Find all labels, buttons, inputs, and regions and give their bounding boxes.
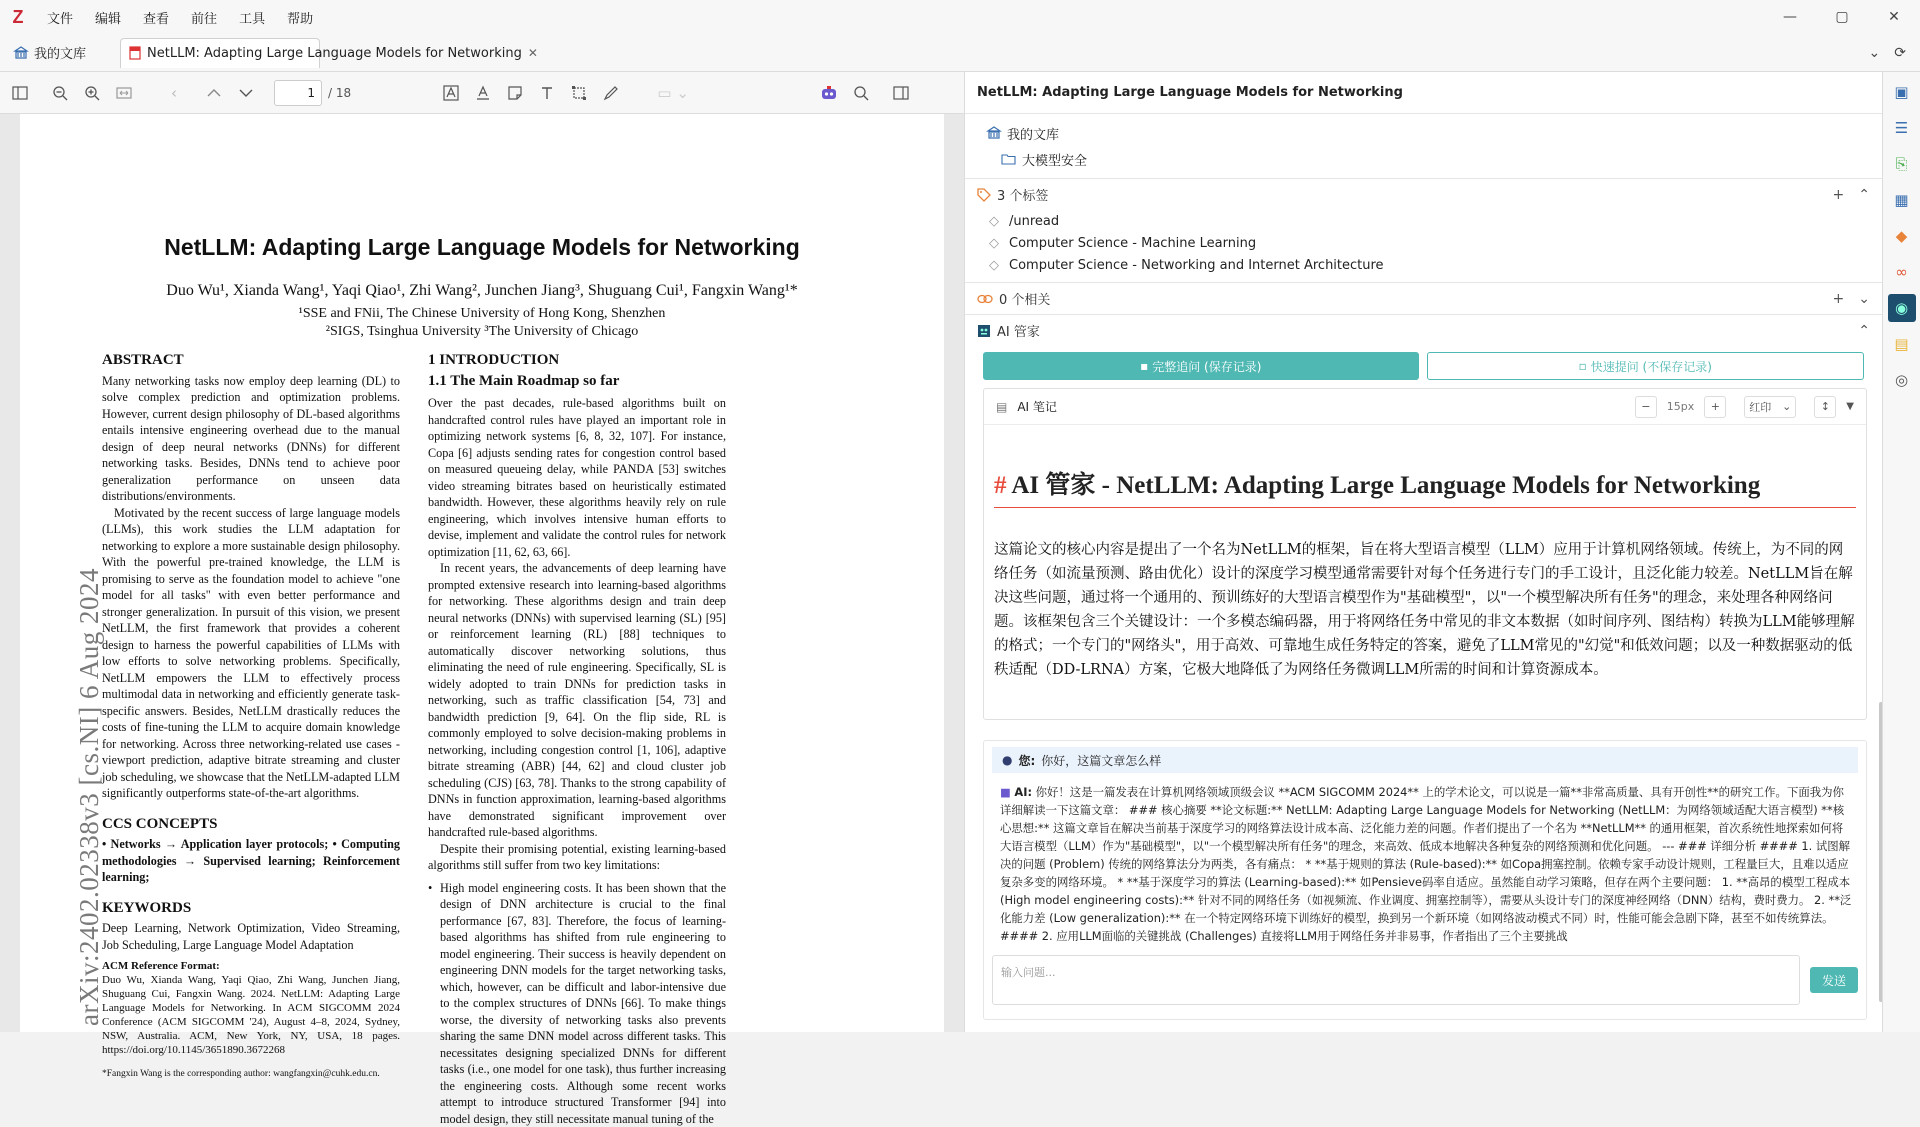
tag-icon[interactable]: ◆: [1888, 222, 1916, 250]
user-message-text: 你好，这篇文章怎么样: [1041, 752, 1161, 769]
question-input[interactable]: 输入问题...: [992, 955, 1800, 1005]
ai-note-header: [984, 389, 1866, 425]
arxiv-watermark: arXiv:2402.02338v3 [cs.NI] 6 Aug 2024: [38, 434, 122, 1034]
ai-butler-icon: [977, 324, 991, 338]
tag-label: /unread: [1009, 214, 1059, 229]
collection-root-label: 我的文库: [1007, 124, 1059, 143]
menu-view[interactable]: 查看: [132, 8, 180, 27]
sidebar-toggle-icon[interactable]: [4, 77, 36, 109]
fit-width-icon[interactable]: [108, 77, 140, 109]
note-heading-text: AI 管家 - NetLLM: Adapting Large Language Models for Networking: [1011, 472, 1760, 499]
pdf-icon: [129, 46, 141, 60]
related-icon[interactable]: ∞: [1888, 258, 1916, 286]
tab-document-title: NetLLM: Adapting Large Language Models for Networking: [147, 46, 522, 61]
menu-go[interactable]: 前往: [180, 8, 228, 27]
tag-label: Computer Science - Networking and Internet Architecture: [1009, 258, 1384, 273]
intro-bullet-1: • High model engineering costs. It has been shown that the design of DNN architecture is crucial to the final performance [67, 83]. Therefore, the focus of learning-based algorithms has shifted from rule engineering to model engineering. Their success is heavily dependent on engineering DNN models for the target networking tasks, which, however, can be difficult and labor-intensive due to the complex structures of DNNs [66]. To make things worse, the diversity of networking tasks also prevents sharing the same DNN model across different tasks. This necessitates designing specialized DNNs for different tasks (i.e., one model for one task), thus further increasing the engineering costs. Although some recent works attempt to introduce structured Transformer [94] into model design, they still necessitate manual tuning of the: [428, 880, 726, 1127]
underline-text-icon[interactable]: [467, 77, 499, 109]
zoom-out-icon[interactable]: [44, 77, 76, 109]
tab-bar: [0, 34, 1920, 72]
intro-subheading: 1.1 The Main Roadmap so far: [428, 373, 726, 390]
related-section-header[interactable]: [965, 282, 1882, 314]
abstract-para-1: Many networking tasks now employ deep learning (DL) to solve complex prediction and optimization problems. However, current design philosophy of DL-based algorithms entails intensive engineering overhead due to the manual design of deep neural networks (DNNs) for different networking tasks. Besides, DNNs tend to achieve poor generalization performance on unseen data distributions/environments.: [102, 373, 400, 505]
add-tag-icon[interactable]: +: [1833, 187, 1845, 203]
ai-butler-icon[interactable]: ◉: [1888, 294, 1916, 322]
full-ask-button[interactable]: [983, 352, 1419, 380]
page-number-input[interactable]: 1: [274, 80, 322, 106]
pdf-viewer[interactable]: [0, 114, 964, 1032]
area-select-icon[interactable]: [563, 77, 595, 109]
abstract-heading: ABSTRACT: [102, 352, 400, 369]
add-related-icon[interactable]: +: [1833, 291, 1845, 307]
collapse-icon[interactable]: ⌃: [1858, 187, 1870, 203]
tag-icon: ◇: [989, 236, 999, 251]
previous-page-icon[interactable]: [198, 77, 230, 109]
pdf-page: [20, 114, 944, 1032]
library-icon: [14, 46, 28, 60]
dropdown-icon[interactable]: ▼: [1846, 401, 1854, 412]
note-icon: ▤: [996, 400, 1007, 414]
ai-label: AI:: [1014, 785, 1032, 799]
heading-hash: #: [994, 472, 1007, 499]
library-collections-icon[interactable]: ▦: [1888, 186, 1916, 214]
chat-icon: ▫: [1579, 359, 1587, 373]
search-icon[interactable]: [845, 77, 877, 109]
text-annotation-icon[interactable]: [531, 77, 563, 109]
intro-para-2: In recent years, the advancements of deep learning have prompted extensive research into learning-based algorithms for networking. These algorithms design and train deep neural networks (DNNs) with supervised learning (SL) [95] or reinforcement learning (RL) [88] techniques to automatically discover networking solutions, thus eliminating the need of rule engineering. Specifically, SL is widely adopted to train DNNs for prediction tasks in networking, such as traffic classification [54, 73] and bandwidth prediction [9, 64]. On the flip side, RL is commonly employed to solve decision-making problems in networking, including congestion control [1, 106], adaptive bitrate streaming (ABR) [44, 62] and cloud cluster job scheduling (CJS) [63, 78]. Thanks to the strong capability of DNNs in function approximation, learning-based algorithms have demonstrated significant improvement over handcrafted rule-based algorithms.: [428, 560, 726, 841]
chat-icon: ▪: [1140, 359, 1148, 373]
font-decrease-button[interactable]: −: [1635, 396, 1657, 418]
close-window-button[interactable]: ✕: [1868, 0, 1920, 34]
ai-section-header[interactable]: [965, 314, 1882, 346]
side-rail: [1882, 72, 1920, 1032]
ai-note-content: [984, 425, 1866, 682]
page-total: / 18: [328, 86, 351, 100]
notes-icon[interactable]: ▤: [1888, 330, 1916, 358]
ai-message: [984, 773, 1866, 933]
intro-para-1: Over the past decades, rule-based algorithms built on handcrafted control rules have played an important role in optimizing network systems [6, 8, 32, 107]. For instance, Copa [6] adjusts sending rates for congestion control based on measured queueing delay, while PANDA [53] switches video streaming bitrates based on heuristically estimated bandwidth. However, these algorithms heavily rely on rule engineering, which involves intensive human efforts to devise, implement and validate the control rules for network optimization [11, 62, 63, 66].: [428, 395, 726, 560]
tag-label: Computer Science - Machine Learning: [1009, 236, 1256, 251]
note-paragraph: 这篇论文的核心内容是提出了一个名为NetLLM的框架，旨在将大型语言模型（LLM）应用于计算机网络领域。传统上，为不同的网络任务（如流量预测、路由优化）设计的深度学习模型通常需要针对每个任务进行专门的手工设计，且泛化能力较差。NetLLM旨在解决这些问题，通过将一个通用的、预训练好的大型语言模型作为"基础模型"，以"一个模型解决所有任务"的理念，来处理各种网络问题。该框架包含三个关键设计：一个多模态编码器，用于将网络任务中常见的非文本数据（如时间序列、图结构）转换为LLM能够理解的格式；一个专门的"网络头"，用于高效、可靠地生成任务特定的答案，避免了LLM常见的"幻觉"和低效问题；以及一种数据驱动的低秩适配（DD-LRNA）方案，它极大地降低了为网络任务微调LLM所需的时间和计算资源成本。: [994, 538, 1856, 682]
tag-item[interactable]: [965, 210, 1882, 232]
paper-authors: Duo Wu¹, Xianda Wang¹, Yaqi Qiao¹, Zhi Wang², Junchen Jiang³, Shuguang Cui¹, Fangxin Wang¹*: [20, 282, 944, 300]
acm-ref-heading: ACM Reference Format:: [102, 959, 400, 973]
color-select-value: 红印: [1749, 399, 1771, 415]
note-heading: [994, 465, 1856, 508]
abstract-icon[interactable]: ☰: [1888, 114, 1916, 142]
tag-item[interactable]: [965, 232, 1882, 254]
attachment-icon[interactable]: ⎘: [1888, 150, 1916, 178]
chat-area: [983, 740, 1867, 1020]
menu-help[interactable]: 帮助: [276, 8, 324, 27]
ai-assistant-icon[interactable]: [813, 77, 845, 109]
tag-item[interactable]: [965, 254, 1882, 276]
library-icon: [987, 126, 1001, 140]
keywords-heading: KEYWORDS: [102, 900, 400, 917]
tags-section-header[interactable]: [965, 178, 1882, 210]
ai-note-box: [983, 388, 1867, 720]
tab-library-label: 我的文库: [34, 43, 86, 62]
color-select[interactable]: [1744, 396, 1796, 418]
menu-bar: [0, 0, 1920, 34]
tag-icon: ◇: [989, 214, 999, 229]
menu-tools[interactable]: 工具: [228, 8, 276, 27]
color-picker-icon[interactable]: ▭ ⌄: [653, 77, 693, 109]
collection-child-label: 大模型安全: [1022, 150, 1087, 169]
zoom-in-icon[interactable]: [76, 77, 108, 109]
context-pane-toggle-icon[interactable]: [885, 77, 917, 109]
user-label: 您:: [1018, 752, 1035, 769]
footnote: *Fangxin Wang is the corresponding author: wangfangxin@cuhk.edu.cn.: [102, 1067, 400, 1081]
intro-bullets: [428, 880, 726, 1127]
intro-para-3: Despite their promising potential, existing learning-based algorithms still suffer from two key limitations:: [428, 841, 726, 874]
tab-document[interactable]: [120, 38, 320, 68]
collection-child[interactable]: [987, 146, 1882, 172]
right-column: [428, 352, 726, 1127]
intro-heading: 1 INTRODUCTION: [428, 352, 726, 369]
info-icon[interactable]: ▣: [1888, 78, 1916, 106]
tags-list: [965, 210, 1882, 282]
related-count: 0 个相关: [999, 289, 1833, 308]
ccs-heading: CCS CONCEPTS: [102, 816, 400, 833]
menu-edit[interactable]: 编辑: [84, 8, 132, 27]
close-tab-icon[interactable]: ✕: [528, 46, 538, 60]
user-message: [992, 747, 1858, 773]
ccs-concepts: • Networks → Application layer protocols; • Computing methodologies → Supervised learning; Reinforcement learning;: [102, 836, 400, 886]
abstract-para-2: Motivated by the recent success of large language models (LLMs), this work studies the LLM adaptation for networking to explore a more sustainable design philosophy. With the powerful pre-trained knowledge, the LLM is promising to serve as the foundation model to achieve "one model for all tasks" with even better performance and stronger generalization. In pursuit of this vision, we present NetLLM, the first framework that provides a coherent design to harness the powerful capabilities of LLMs with low efforts to solve networking problems. Specifically, NetLLM empowers the LLM to effectively process multimodal data in networking and efficiently generate task-specific answers. Besides, NetLLM drastically reduces the costs of fine-tuning the LLM to acquire domain knowledge for networking. Across three networking-related use cases - viewport prediction, adaptive bitrate streaming and cluster job scheduling, we showcase that the NetLLM-adapted LLM significantly outperforms state-of-the-art algorithms.: [102, 505, 400, 802]
paper-title: NetLLM: Adapting Large Language Models for Networking: [20, 234, 944, 261]
reader-toolbar: [0, 72, 964, 114]
highlight-text-icon[interactable]: [435, 77, 467, 109]
zotero-logo: Z: [0, 7, 36, 28]
paper-affiliation-2: ²SIGS, Tsinghua University ³The University of Chicago: [20, 324, 944, 340]
ai-action-buttons: [965, 346, 1882, 386]
folder-icon: [1001, 153, 1016, 165]
expand-icon[interactable]: ⌄: [1858, 291, 1870, 307]
restore-button[interactable]: ▢: [1816, 0, 1868, 34]
draw-icon[interactable]: [595, 77, 627, 109]
chevron-down-icon: ⌄: [1782, 400, 1791, 413]
collapse-icon[interactable]: ⌃: [1858, 323, 1870, 339]
menu-file[interactable]: 文件: [36, 8, 84, 27]
chevron-down-icon[interactable]: ⌄: [1869, 45, 1881, 61]
item-pane: [964, 72, 1882, 1032]
locate-icon[interactable]: ◎: [1888, 366, 1916, 394]
item-title: NetLLM: Adapting Large Language Models for Networking: [965, 72, 1882, 114]
paper-affiliation-1: ¹SSE and FNii, The Chinese University of Hong Kong, Shenzhen: [20, 306, 944, 322]
ai-avatar-icon: ■: [1000, 785, 1011, 799]
sync-icon[interactable]: ⟳: [1894, 45, 1906, 61]
minimize-button[interactable]: —: [1764, 0, 1816, 34]
user-icon: ●: [1002, 753, 1012, 767]
quick-ask-button[interactable]: [1427, 352, 1865, 380]
full-ask-label: 完整追问 (保存记录): [1152, 358, 1261, 375]
resize-icon[interactable]: ↕: [1814, 396, 1836, 418]
acm-ref-text: Duo Wu, Xianda Wang, Yaqi Qiao, Zhi Wang, Junchen Jiang, Shuguang Cui, Fangxin Wang. 2024. NetLLM: Adapting Large Language Models for Networking. In ACM SIGCOMM 2024 Conference (ACM SIGCOMM '24), August 4–8, 2024, Sydney, NSW, Australia. ACM, New York, NY, USA, 18 pages. https://doi.org/10.1145/3651890.3672268: [102, 973, 400, 1057]
note-annotation-icon[interactable]: [499, 77, 531, 109]
font-increase-button[interactable]: +: [1704, 396, 1726, 418]
collection-root[interactable]: [987, 120, 1882, 146]
keywords-text: Deep Learning, Network Optimization, Video Streaming, Job Scheduling, Large Language Model Adaptation: [102, 920, 400, 953]
ai-note-label: AI 笔记: [1017, 398, 1624, 415]
collections-section: [965, 114, 1882, 178]
related-icon: [977, 293, 993, 305]
ai-section-title: AI 管家: [997, 321, 1858, 340]
ai-message-text: 你好！这是一篇发表在计算机网络领域顶级会议 **ACM SIGCOMM 2024** 上的学术论文，可以说是一篇**非常高质量、具有开创性**的研究工作。下面我为你详细解读一下这篇文章： ### 核心摘要 **论文标题:** NetLLM: Adapting Large Language Models for Networking (NetLLM：为网络领域适配大语言模型) **核心思想:** 这篇文章旨在解决当前基于深度学习的网络算法设计成本高、泛化能力差的问题。作者们提出了一个名为 **NetLLM** 的通用框架，首次系统性地探索如何将大语言模型（LLM）作为"基础模型"，以"一个模型解决所有任务"的理念，来高效、低成本地解决各种复杂的网络预测和优化问题。 --- ### 详细分析 #### 1. 试图解决的问题 (Problem) 传统的网络算法分为两类，各有痛点： * **基于规则的算法 (Rule-based):** 如Copa拥塞控制。依赖专家手动设计规则，工程量巨大，且难以适应复杂多变的网络环境。 * **基于深度学习的算法 (Learning-based):** 如Pensieve码率自适应。虽然能自动学习策略，但存在两个主要问题： 1. **高昂的模型工程成本 (High model engineering costs):** 针对不同的网络任务（如视频流、作业调度、拥塞控制等），需要从头设计专门的深度神经网络（DNN）结构，费时费力。 2. **泛化能力差 (Low generalization):** 在一个特定网络环境下训练好的模型，换到另一个新环境（如网络波动模式不同）时，性能可能会急剧下降，甚至不如传统算法。 #### 2. 应用LLM面临的关键挑战 (Challenges) 直接将LLM用于网络任务并非易事，作者指出了三个主要挑战: [1000, 785, 1851, 943]
font-size-value: 15px: [1667, 400, 1695, 413]
left-column: [102, 352, 400, 1081]
tag-icon: [977, 188, 991, 202]
send-button[interactable]: 发送: [1810, 967, 1858, 993]
next-page-icon[interactable]: [230, 77, 262, 109]
tab-library[interactable]: [0, 34, 100, 72]
tab-bar-actions: [1869, 34, 1920, 72]
quick-ask-label: 快速提问 (不保存记录): [1591, 358, 1712, 375]
tags-count: 3 个标签: [997, 185, 1833, 204]
back-icon[interactable]: ‹: [158, 77, 190, 109]
window-controls: [1764, 0, 1920, 34]
tag-icon: ◇: [989, 258, 999, 273]
